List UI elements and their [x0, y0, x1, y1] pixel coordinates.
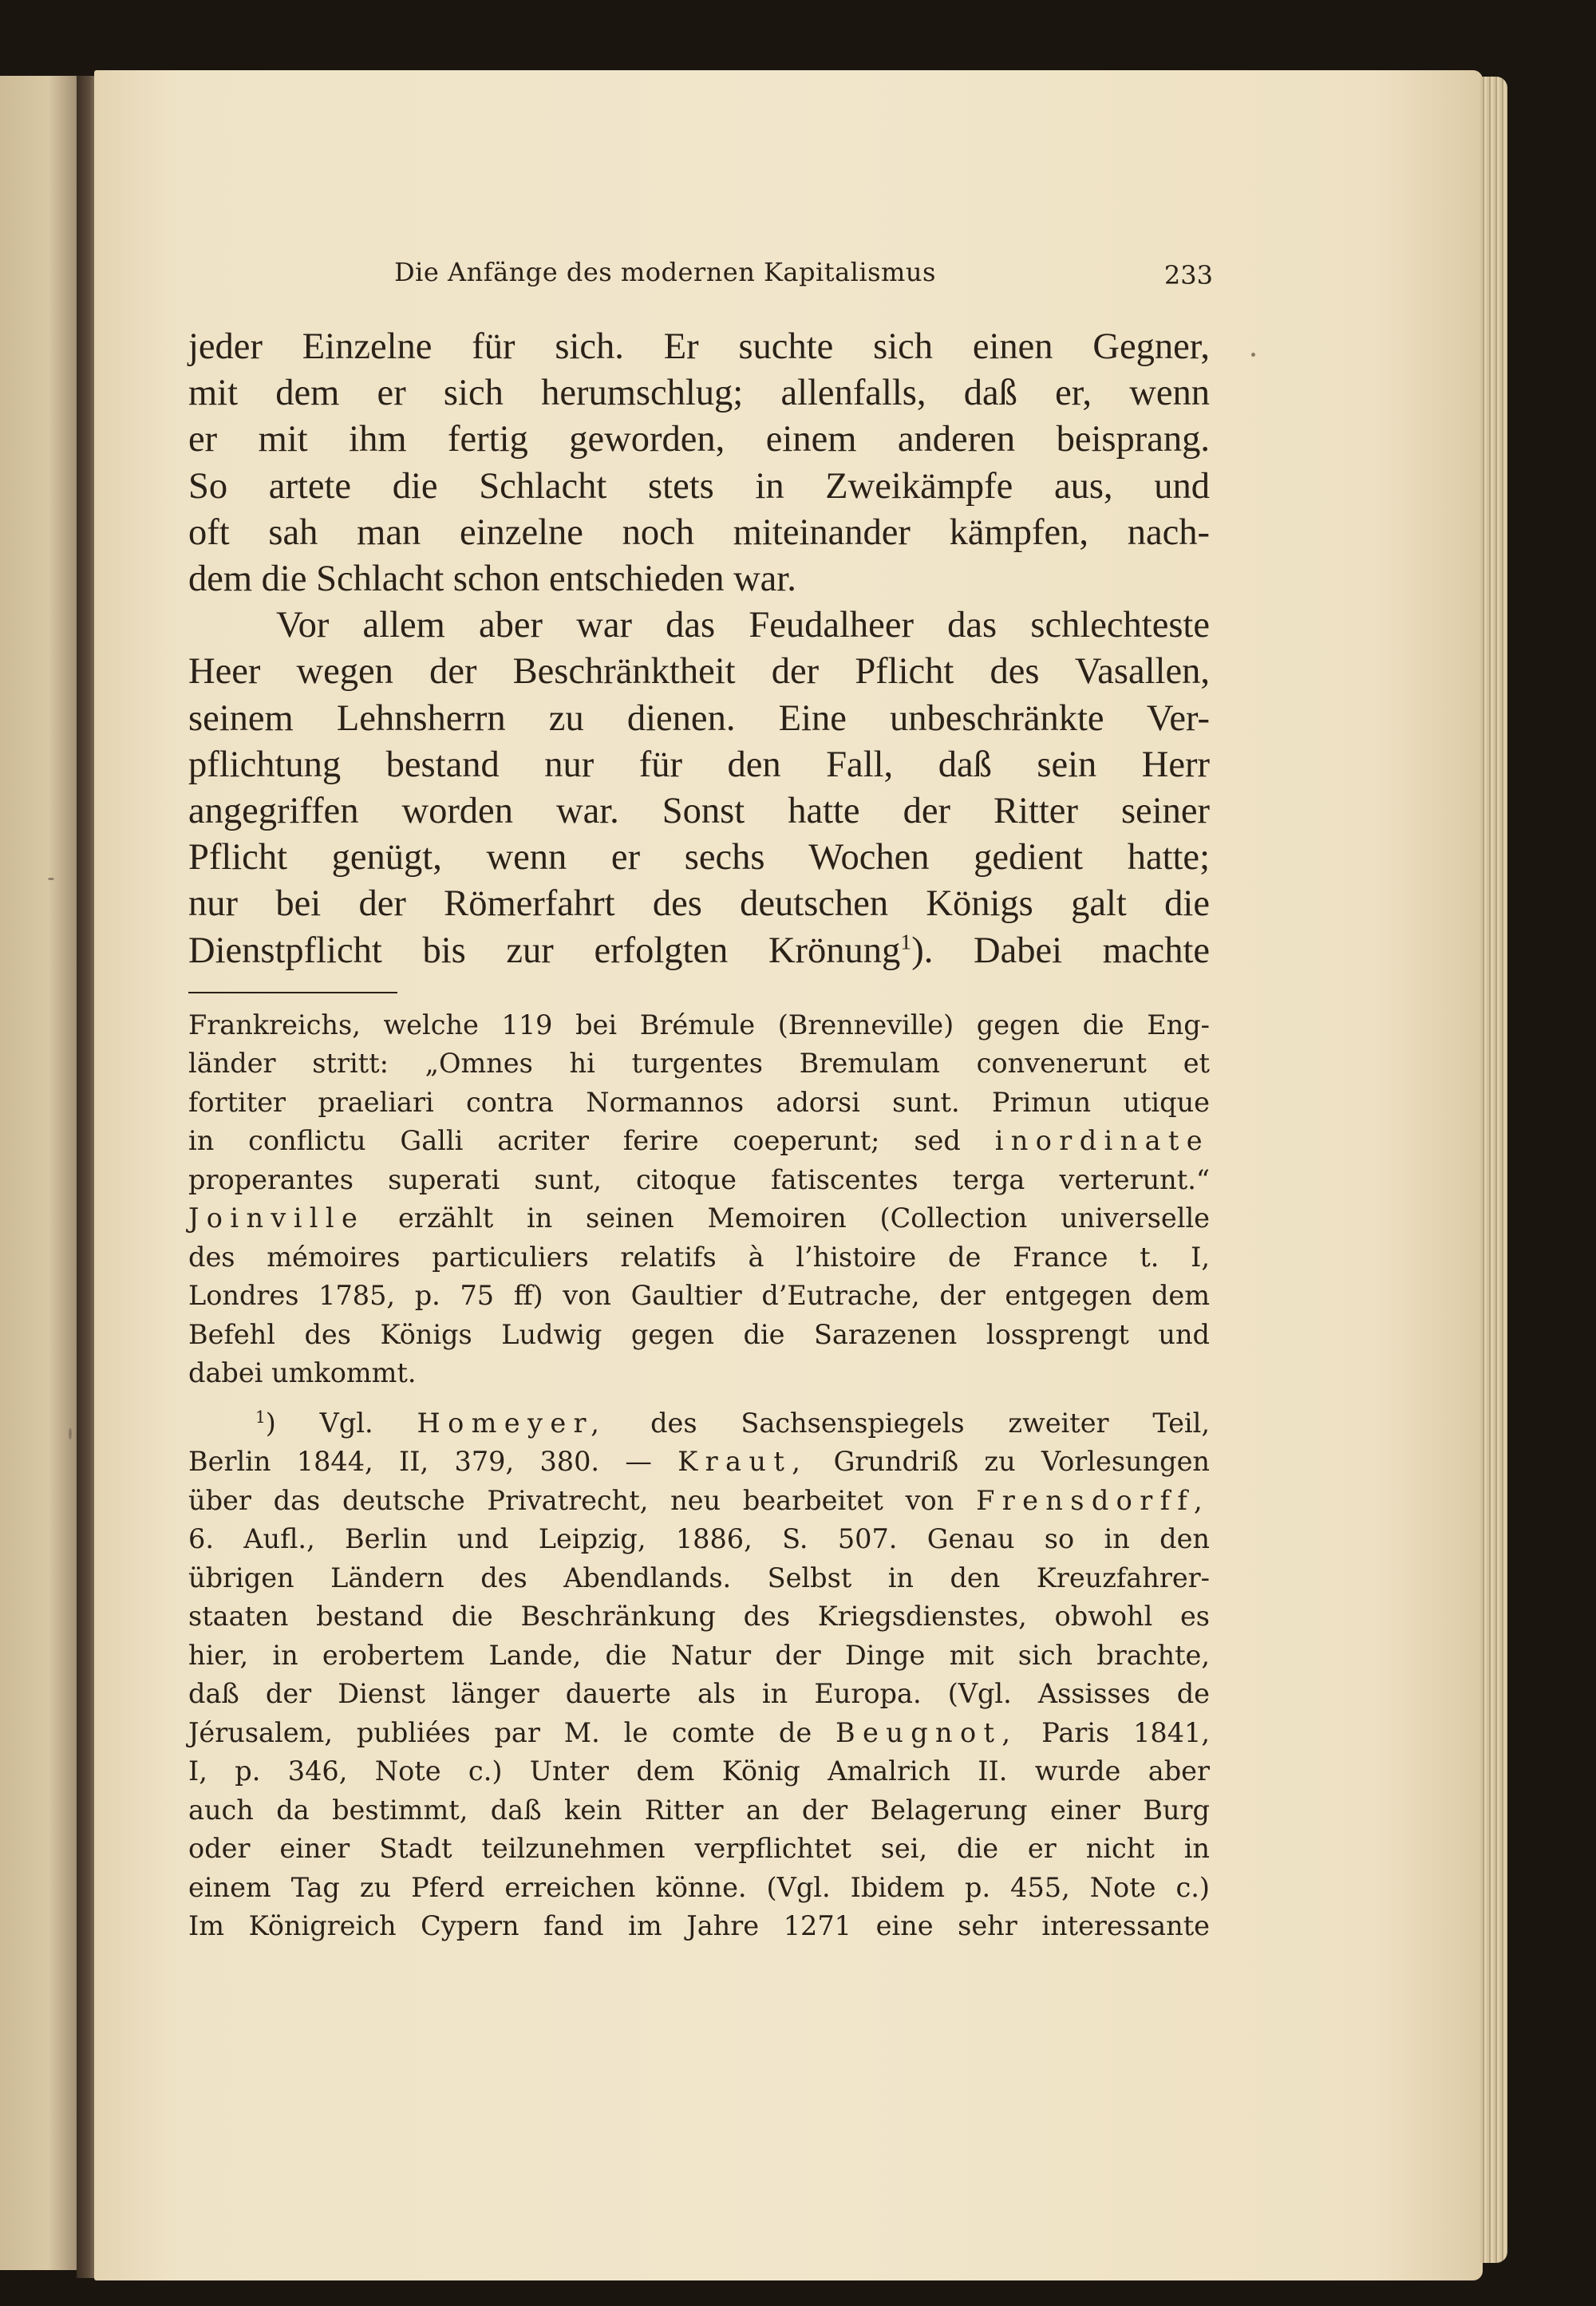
footnote-line: Im Königreich Cypern fand im Jahre 1271 eine sehr interessante: [188, 1910, 1210, 1942]
text-line: jeder Einzelne für sich. Er suchte sich einen Gegner,: [188, 326, 1210, 367]
footnote-line: Frankreichs, welche 119 bei Brémule (Brenneville) gegen die Eng-: [188, 1009, 1210, 1040]
running-title: Die Anfänge des modernen Kapitalismus: [394, 257, 936, 287]
footnote-line: Londres 1785, p. 75 ff) von Gaultier d’Eutrache, der entgegen dem: [188, 1280, 1210, 1312]
text-fragment: Jérusalem, publiées par M. le comte de: [188, 1716, 812, 1748]
text-fragment: ). Dabei machte: [911, 930, 1210, 971]
footnote-line: staaten bestand die Beschränkung des Kriegsdienstes, obwohl es: [188, 1601, 1210, 1633]
text-fragment: Dienstpflicht bis zur erfolgten Krönung: [188, 930, 901, 971]
text-line: So artete die Schlacht stets in Zweikämpfe aus, und: [188, 465, 1210, 507]
footnote-separator: [188, 992, 397, 993]
text-line: mit dem er sich herumschlug; allenfalls, daß er, wenn: [188, 373, 1210, 414]
text-fragment: erzählt in seinen Memoiren (Collection universelle: [397, 1202, 1210, 1234]
text-fragment: Berlin 1844, II, 379, 380. —: [188, 1446, 652, 1478]
running-head: [188, 257, 1213, 302]
margin-mark: [1251, 353, 1255, 357]
text-fragment: des Sachsenspiegels zweiter Teil,: [650, 1407, 1211, 1439]
footnote-gap: [188, 1393, 1210, 1404]
footnotes: [188, 1006, 1210, 1946]
text-line: angegriffen worden war. Sonst hatte der Ritter seiner: [188, 791, 1210, 832]
footnote-line: hier, in erobertem Lande, die Natur der Dinge mit sich brachte,: [188, 1639, 1210, 1671]
footnote-line: [188, 1482, 1210, 1521]
text-line: er mit ihm fertig geworden, einem anderen beisprang.: [188, 419, 1210, 460]
text-line: nur bei der Römerfahrt des deutschen Königs galt die: [188, 883, 1210, 925]
text-line: dem die Schlacht schon entschieden war.: [188, 559, 796, 600]
text-line: Heer wegen der Beschränktheit der Pflicht des Vasallen,: [188, 651, 1210, 693]
text-fragment: über das deutsche Privatrecht, neu bearbeitet von: [188, 1484, 954, 1516]
spaced-text: Kraut,: [678, 1446, 808, 1478]
footnote-line: dabei umkommt.: [188, 1357, 417, 1389]
footnote-line: länder stritt: „Omnes hi turgentes Bremulam convenerunt et: [188, 1048, 1210, 1080]
text-fragment: Paris 1841,: [1041, 1716, 1211, 1748]
footnote-line: auch da bestimmt, daß kein Ritter an der Belagerung einer Burg: [188, 1794, 1210, 1826]
footnote-line: properantes superati sunt, citoque fatiscentes terga verterunt.“: [188, 1163, 1210, 1195]
page-content: [188, 257, 1213, 2012]
text-line: pflichtung bestand nur für den Fall, daß sein Herr: [188, 744, 1210, 785]
footnote-line: I, p. 346, Note c.) Unter dem König Amalrich II. wurde aber: [188, 1755, 1210, 1787]
footnote-line: 6. Aufl., Berlin und Leipzig, 1886, S. 507. Genau so in den: [188, 1523, 1210, 1555]
footnote-line: [188, 1199, 1210, 1238]
text-line: Vor allem aber war das Feudalheer das schlechteste: [276, 605, 1210, 646]
page-edges: [1480, 77, 1507, 2263]
footnote-marker: 1: [255, 1407, 266, 1427]
margin-mark: [48, 878, 54, 880]
spaced-text: inordinate: [994, 1125, 1210, 1157]
main-text: [188, 324, 1210, 974]
footnote-line: [188, 1443, 1210, 1482]
page-number: 233: [1163, 260, 1213, 290]
footnote-line: übrigen Ländern des Abendlands. Selbst in den Kreuzfahrer-: [188, 1562, 1210, 1593]
footnote-line: [188, 1714, 1210, 1753]
footnote-line: Befehl des Königs Ludwig gegen die Sarazenen lossprengt und: [188, 1318, 1210, 1350]
footnote-line: einem Tag zu Pferd erreichen könne. (Vgl. Ibidem p. 455, Note c.): [188, 1871, 1210, 1903]
spaced-text: Homeyer,: [417, 1407, 607, 1439]
text-line: Pflicht genügt, wenn er sechs Wochen gedient hatte;: [188, 837, 1210, 879]
footnote-line: des mémoires particuliers relatifs à l’histoire de France t. I,: [188, 1241, 1210, 1273]
spaced-text: Beugnot,: [836, 1716, 1018, 1748]
spaced-text: Frensdorff,: [976, 1484, 1210, 1516]
footnote-line: fortiter praeliari contra Normannos adorsi sunt. Primun utique: [188, 1086, 1210, 1118]
left-page-edge: [0, 76, 88, 2270]
footnote-line: oder einer Stadt teilzunehmen verpflichtet sei, die er nicht in: [188, 1833, 1210, 1865]
text-line: seinem Lehnsherrn zu dienen. Eine unbeschränkte Ver-: [188, 697, 1210, 739]
text-fragment: Grundriß zu Vorlesungen: [833, 1446, 1211, 1478]
footnote-line: [188, 1404, 1210, 1443]
margin-mark: [69, 1428, 72, 1439]
text-line: [188, 928, 1210, 974]
spaced-text: Joinville: [188, 1202, 365, 1234]
text-line: oft sah man einzelne noch miteinander kämpfen, nach-: [188, 511, 1210, 553]
footnote-reference[interactable]: 1: [900, 930, 912, 955]
text-fragment: ) Vgl.: [265, 1407, 373, 1439]
footnote-line: [188, 1122, 1210, 1161]
text-fragment: in conflictu Galli acriter ferire coeperunt; sed: [188, 1125, 961, 1157]
footnote-line: daß der Dienst länger dauerte als in Europa. (Vgl. Assisses de: [188, 1678, 1210, 1710]
